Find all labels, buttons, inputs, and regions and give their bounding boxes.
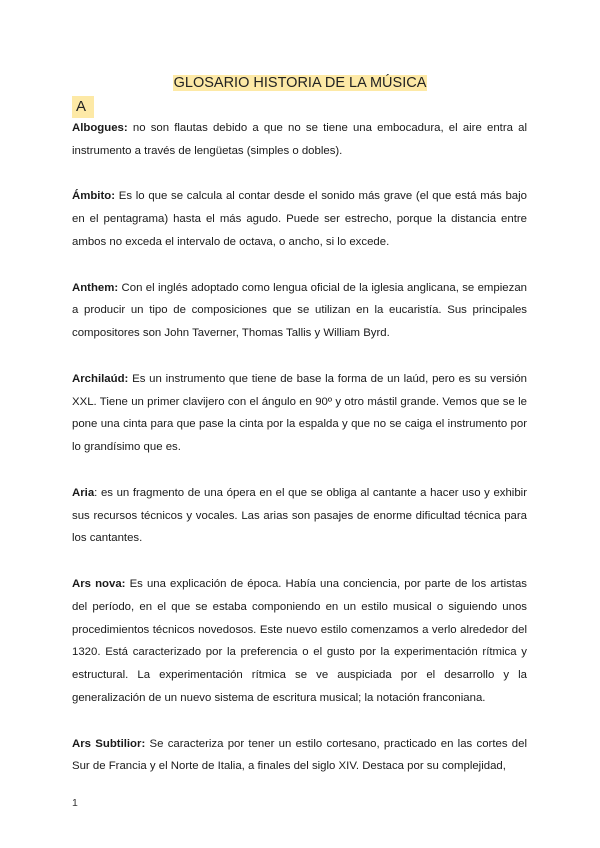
glossary-definition: Es una explicación de época. Había una conciencia, por parte de los artistas del período, en el que se estaba componiendo en un estilo musical o siguiendo unos procedimientos técnicos novedosos. Este nuevo estilo comenzamos a verlo alrededor del 1320. Está caracterizado por la preferencia o el gusto por la experimentación rítmica y estructural. La experimentación rítmica se ve auspiciada por el desarrollo y la generalización de un nuevo sistema de escritura musical; la notación franconiana. xyxy=(72,577,527,704)
glossary-definition: : es un fragmento de una ópera en el que se obliga al cantante a hacer uso y exhibir sus recursos técnicos y vocales. Las arias son pasajes de enorme dificultad técnica para los cantantes. xyxy=(72,486,527,545)
glossary-entry-aria xyxy=(72,482,527,550)
glossary-entry-albogues xyxy=(72,117,527,163)
glossary-definition: Se caracteriza por tener un estilo cortesano, practicado en las cortes del Sur de Francia y el Norte de Italia, a finales del siglo XIV. Destaca por su complejidad, xyxy=(72,737,527,773)
page-number: 1 xyxy=(72,797,78,809)
glossary-entry-anthem xyxy=(72,277,527,345)
glossary-term: Ámbito: xyxy=(72,190,116,203)
glossary-entry-ars-nova xyxy=(72,573,527,710)
glossary-entry-ambito xyxy=(72,185,527,253)
glossary-definition: no son flautas debido a que no se tiene una embocadura, el aire entra al instrumento a través de lengüetas (simples o dobles). xyxy=(72,122,527,157)
section-letter: A xyxy=(72,96,94,118)
glossary-body xyxy=(72,117,527,801)
glossary-definition: Con el inglés adoptado como lengua oficial de la iglesia anglicana, se empiezan a producir un tipo de composiciones que se utilizan en la eucaristía. Sus principales compositores son John Taverner, Thomas Tallis y William Byrd. xyxy=(72,281,527,340)
glossary-term: Anthem: xyxy=(72,281,119,294)
glossary-entry-ars-subtilior xyxy=(72,733,527,779)
document-title-wrapper xyxy=(0,73,600,93)
glossary-entry-archilaud xyxy=(72,368,527,459)
glossary-term: Ars nova: xyxy=(72,577,126,590)
glossary-term: Ars Subtilior: xyxy=(72,737,146,750)
glossary-definition: Es lo que se calcula al contar desde el sonido más grave (el que está más bajo en el pentagrama) hasta el más agudo. Puede ser estrecho, porque la distancia entre ambos no exceda el intervalo de octava, o ancho, si lo excede. xyxy=(72,190,527,248)
glossary-definition: Es un instrumento que tiene de base la forma de un laúd, pero es su versión XXL. Tiene un primer clavijero con el ángulo en 90º y otro mástil grande. Vemos que se le pone una cinta para que pase la cinta por la espalda y que no se caiga el instrumento por lo grandísimo que es. xyxy=(72,372,527,454)
glossary-term: Archilaúd: xyxy=(72,372,129,385)
glossary-term: Albogues: xyxy=(72,122,128,134)
glossary-term: Aria xyxy=(72,486,95,499)
document-title: GLOSARIO HISTORIA DE LA MÚSICA xyxy=(173,75,427,91)
